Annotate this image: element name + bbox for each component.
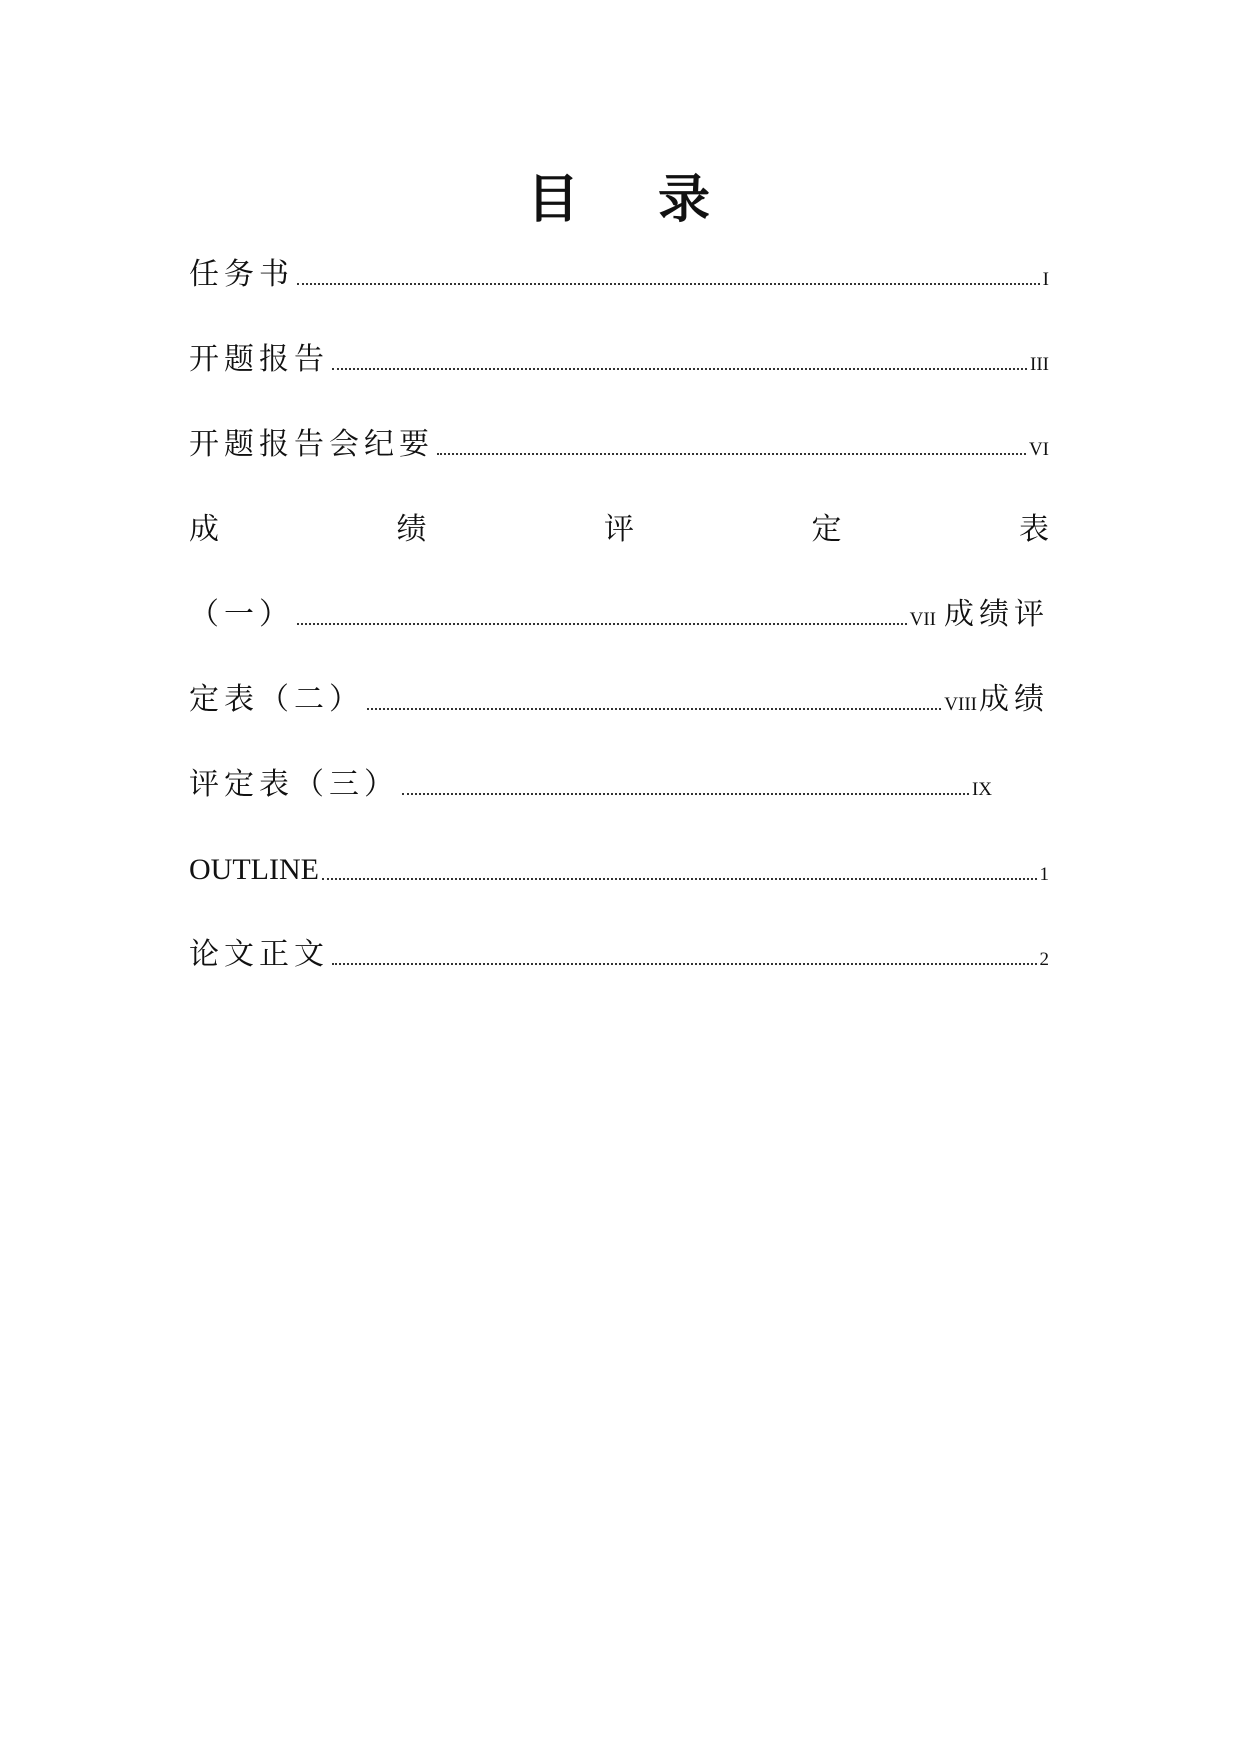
toc-entry-label: （一）	[189, 597, 294, 632]
toc-title-char-1: 目	[527, 170, 580, 230]
toc-entry-proposal-report[interactable]	[189, 330, 1049, 380]
toc-page-number: I	[1042, 269, 1049, 290]
toc-justified-char: 成	[189, 512, 219, 547]
toc-dot-leader	[297, 623, 907, 625]
toc-entry-grade-sheet-3[interactable]	[189, 755, 992, 805]
toc-entry-main-text[interactable]	[189, 925, 1049, 975]
toc-entry-label: 论文正文	[189, 937, 329, 972]
toc-page-number: III	[1030, 354, 1049, 375]
toc-entry-label: 开题报告	[189, 342, 329, 377]
toc-entry-label: 定表（二）	[189, 682, 364, 717]
toc-entry-label: OUTLINE	[189, 853, 319, 886]
toc-justified-char: 评	[604, 512, 634, 547]
toc-page-number: IX	[971, 779, 992, 800]
toc-page-number: VI	[1028, 439, 1049, 460]
toc-title-char-2: 录	[658, 170, 711, 230]
toc-dot-leader	[322, 878, 1037, 880]
toc-justified-char: 定	[811, 512, 842, 547]
toc-justified-char: 表	[1019, 512, 1049, 547]
toc-title	[0, 165, 1241, 235]
toc-entry-task-book[interactable]	[189, 245, 1049, 295]
toc-dot-leader	[402, 793, 969, 795]
toc-dot-leader	[297, 283, 1040, 285]
toc-page-number: 1	[1039, 864, 1049, 885]
toc-entry-label: 任务书	[189, 257, 294, 292]
toc-entry-grade-sheet-wrapped[interactable]	[189, 500, 1049, 550]
toc-entry-grade-sheet-1[interactable]	[189, 585, 1049, 635]
toc-entry-outline[interactable]	[189, 840, 1049, 890]
toc-page-number: VIII	[944, 694, 977, 715]
toc-entry-label: 开题报告会纪要	[189, 427, 434, 462]
toc-dot-leader	[437, 453, 1026, 455]
toc-dot-leader	[332, 368, 1027, 370]
toc-entry-proposal-minutes[interactable]	[189, 415, 1049, 465]
toc-entry-tail: 成绩评	[944, 597, 1049, 632]
toc-entry-label: 评定表（三）	[189, 767, 399, 802]
toc-entry-tail: 成绩	[979, 682, 1049, 717]
toc-dot-leader	[332, 963, 1037, 965]
toc-page-number: 2	[1039, 949, 1049, 970]
toc-dot-leader	[367, 708, 941, 710]
toc-justified-char: 绩	[396, 512, 427, 547]
toc-page-number: VII	[909, 609, 936, 630]
toc-entry-grade-sheet-2[interactable]	[189, 670, 1049, 720]
